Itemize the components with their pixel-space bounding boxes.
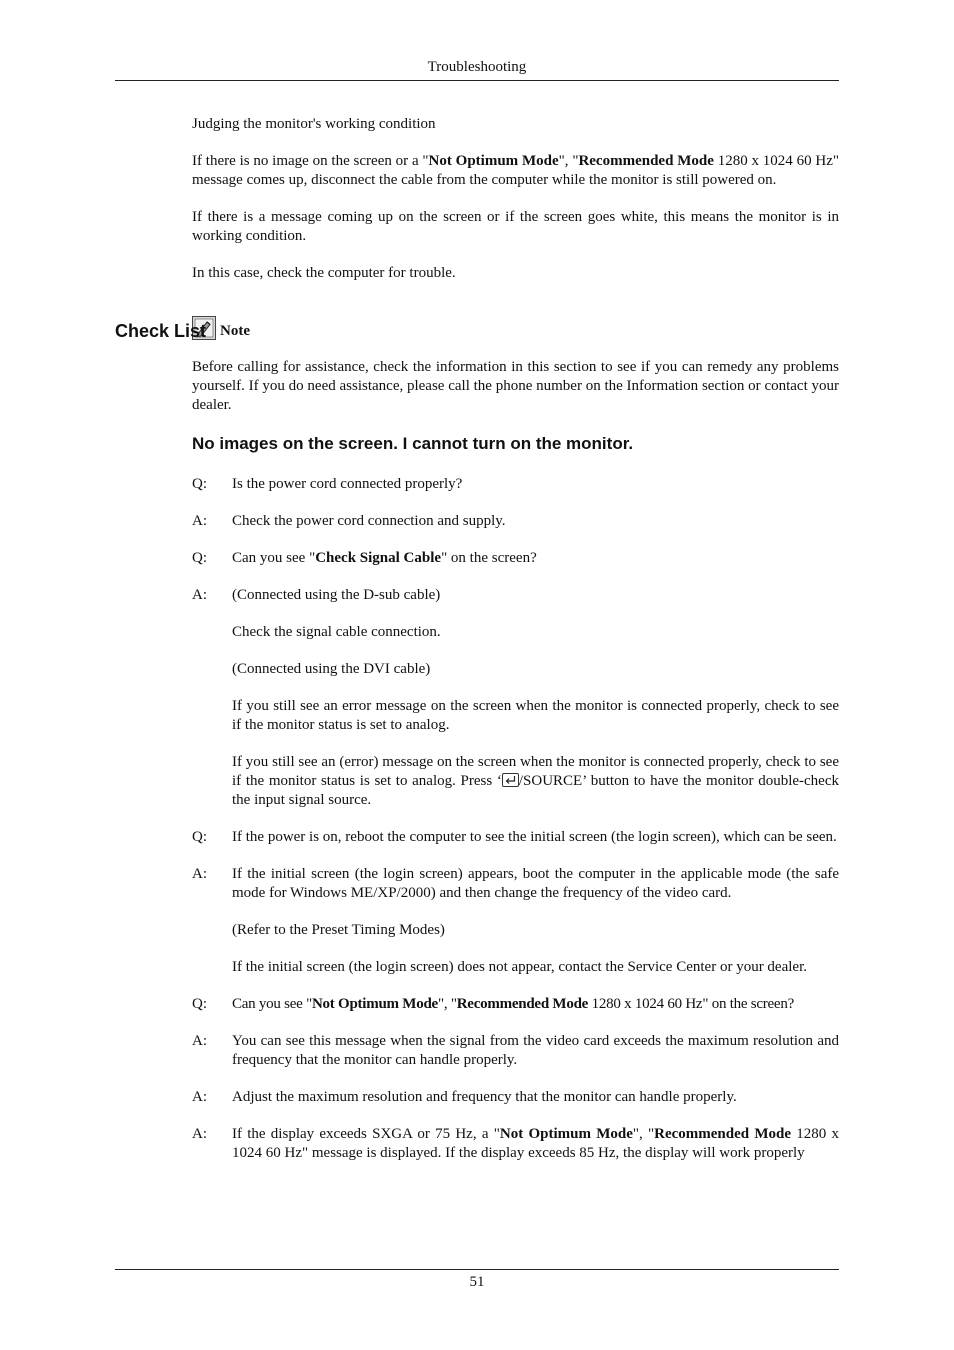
qa-tag: Q:: [192, 996, 207, 1012]
text-run: ", ": [437, 996, 457, 1012]
qa-line: [232, 753, 839, 810]
qa-item: [192, 512, 839, 531]
qa-tag: A:: [192, 1033, 207, 1049]
qa-item: [192, 549, 839, 568]
qa-item: [192, 475, 839, 494]
qa-line: If the initial screen (the login screen) appears, boot the computer in the applicable mode (the safe mode for Windows ME/XP/2000) and then change the frequency of the video card.: [232, 866, 839, 901]
bold-term: Not Optimum Mode: [499, 1126, 633, 1142]
qa-tag: A:: [192, 513, 207, 529]
qa-text: [232, 995, 839, 1014]
qa-item: [192, 995, 839, 1014]
qa-line: Check the signal cable connection.: [232, 624, 441, 640]
running-header: Troubleshooting: [427, 59, 527, 75]
qa-text: Adjust the maximum resolution and frequency that the monitor can handle properly.: [232, 1089, 737, 1105]
intro-section: [192, 115, 839, 1181]
bold-term: Recommended Mode: [654, 1126, 791, 1142]
qa-answer-block: [232, 865, 839, 977]
text-run: /SOURCE’ button to have the monitor double-check the input signal source.: [232, 773, 839, 808]
problem-subheading: No images on the screen. I cannot turn on the monitor.: [192, 434, 634, 453]
text-run: " on the screen?: [441, 550, 537, 566]
bold-term: Not Optimum Mode: [311, 996, 438, 1012]
bold-term: Recommended Mode: [578, 153, 714, 169]
bold-term: Recommended Mode: [456, 996, 589, 1012]
qa-tag: A:: [192, 587, 207, 603]
qa-item: [192, 865, 839, 977]
qa-item: [192, 586, 839, 810]
qa-tag: A:: [192, 866, 207, 882]
qa-text: [232, 549, 839, 568]
qa-tag: Q:: [192, 550, 207, 566]
section-heading-check-list: Check List: [115, 321, 207, 341]
qa-line: (Connected using the D-sub cable): [232, 587, 441, 603]
qa-tag: Q:: [192, 476, 207, 492]
qa-line: If the initial screen (the login screen) does not appear, contact the Service Center or your dealer.: [232, 959, 807, 975]
qa-tag: A:: [192, 1126, 207, 1142]
qa-item: [192, 1125, 839, 1163]
text-run: If there is no image on the screen or a ": [192, 153, 429, 169]
qa-line: (Refer to the Preset Timing Modes): [232, 922, 445, 938]
qa-item: [192, 1088, 839, 1107]
note-label: Note: [220, 323, 250, 339]
text-run: 1280 x 1024 60 Hz" message is displayed. If the display exceeds 85 Hz, the display will work properly: [232, 1126, 839, 1161]
enter-key-icon: [502, 773, 519, 787]
text-run: ", ": [632, 1126, 655, 1142]
qa-item: [192, 1032, 839, 1070]
qa-text: [232, 1125, 839, 1163]
text-run: 1280 x 1024 60 Hz" message comes up, disconnect the cable from the computer while the monitor is still powered on.: [192, 153, 840, 188]
note-callout: [192, 316, 839, 340]
bold-term: Not Optimum Mode: [428, 153, 559, 169]
header-rule: [115, 80, 839, 81]
qa-line: If you still see an error message on the screen when the monitor is connected properly, check to see if the monitor status is set to analog.: [232, 698, 839, 733]
qa-text: You can see this message when the signal from the video card exceeds the maximum resolution and frequency that the monitor can handle properly.: [232, 1033, 839, 1068]
bold-term: Check Signal Cable: [315, 550, 442, 566]
qa-tag: Q:: [192, 829, 207, 845]
intro-heading: Judging the monitor's working condition: [192, 116, 436, 132]
qa-answer-block: [232, 586, 839, 810]
footer-rule: [115, 1269, 839, 1270]
text-run: Can you see ": [232, 996, 312, 1012]
qa-tag: A:: [192, 1089, 207, 1105]
text-run: If the display exceeds SXGA or 75 Hz, a ": [232, 1126, 500, 1142]
intro-paragraph-3: In this case, check the computer for trouble.: [192, 265, 456, 281]
text-run: 1280 x 1024 60 Hz" on the screen?: [588, 996, 794, 1012]
qa-text: If the power is on, reboot the computer to see the initial screen (the login screen), which can be seen.: [232, 829, 837, 845]
text-run: ", ": [558, 153, 579, 169]
qa-line: (Connected using the DVI cable): [232, 661, 431, 677]
page-number: 51: [469, 1274, 485, 1290]
qa-text: Check the power cord connection and supply.: [232, 513, 506, 529]
qa-item: [192, 828, 839, 847]
note-text: Before calling for assistance, check the information in this section to see if you can remedy any problems yourself. If you do need assistance, please call the phone number on the Information section or contact your dealer.: [192, 359, 839, 413]
text-run: If you still see an (error) message on the screen when the monitor is connected properly, check to see if the monitor status is set to analog. Press ‘: [232, 754, 839, 789]
intro-paragraph-2: If there is a message coming up on the screen or if the screen goes white, this means the monitor is in working condition.: [192, 209, 839, 244]
intro-paragraph-1: [192, 152, 839, 190]
qa-text: Is the power cord connected properly?: [232, 476, 463, 492]
text-run: Can you see ": [232, 550, 316, 566]
